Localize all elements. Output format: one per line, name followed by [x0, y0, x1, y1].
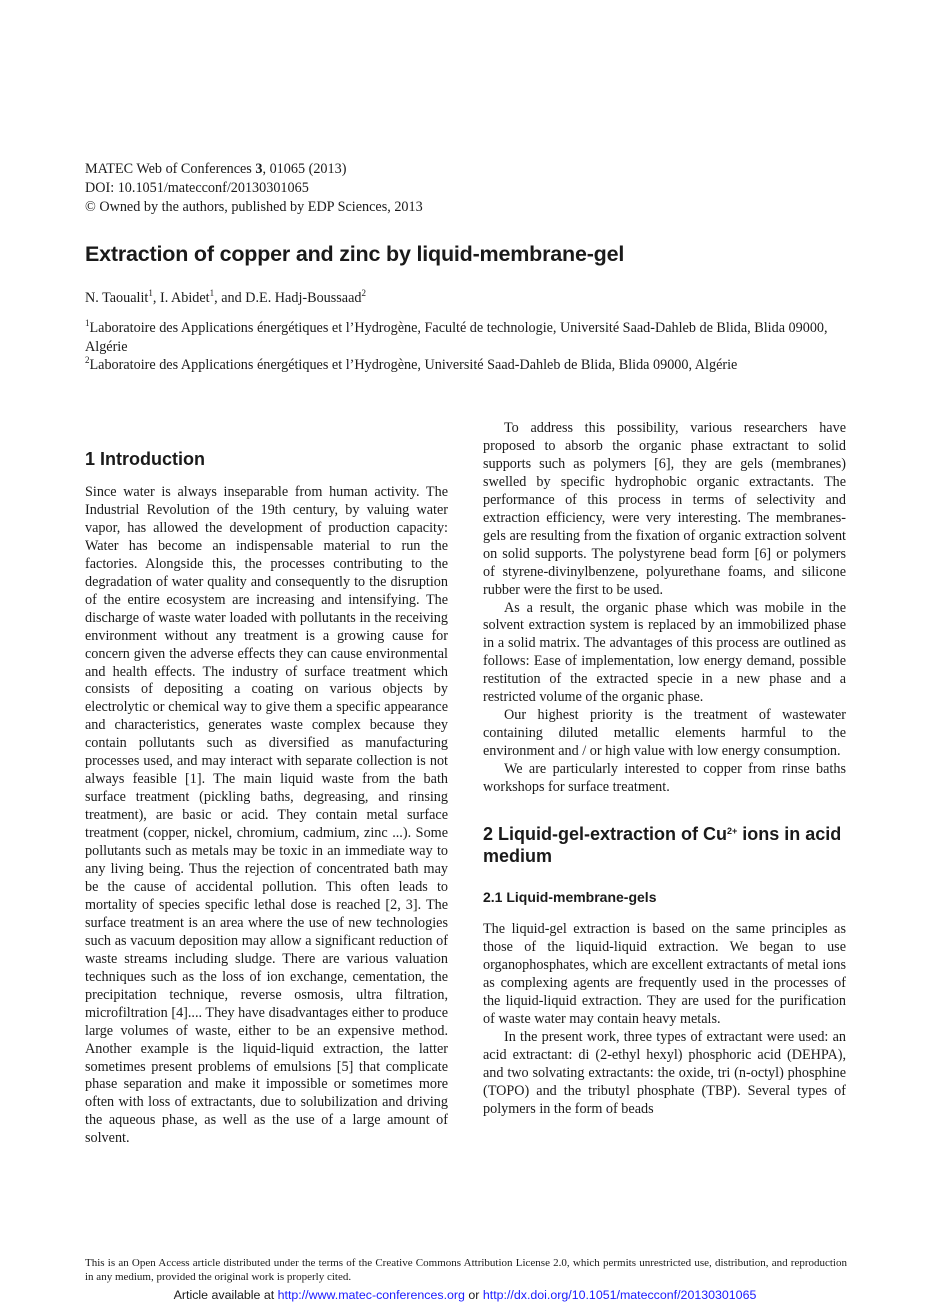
section-2-heading: 2 Liquid-gel-extraction of $Cu^{2+}$ ions in acid medium	[483, 824, 842, 867]
intro-paragraph: Since water is always inseparable from human activity. The Industrial Revolution of the 19th century, by valuing water vapor, has allowed the development of production capacity: Water has become an indispensable material to run the factories. Alongside this, the processes contributing to the degradation of water quality and consequently to the disruption of the entire ecosystem are increasing and intensifying. The discharge of waste water loaded with pollutants in the receiving environment without any treatment is a growing cause for concern given the adverse effects they can cause environmental and health effects. The industry of surface treatment which consists of depositing a coating on various objects by electrolytic or chemical way to give them a specific appearance and characteristics, generates waste complex because they contain pollutants such as diversified as manufacturing processes used, and may interact with separate collection is not always feasible [1]. The main liquid waste from the bath surface treatment (pickling baths, degreasing, and rinsing treatment), are basic or acid. They contain metal surface treatment (copper, nickel, chromium, cadmium, zinc ...). Some pollutants such as metals may be toxic in an immediate way to any living being. Thus the rejection of concentrated bath may be the cause of accidental pollution. This often leads to mortality of species specific lethal dose is reached [2, 3]. The surface treatment is an area where the use of new technologies such as vacuum deposition may allow a significant reduction of waste streams including sludge. There are various valuation techniques such as the loss of ion exchange, cementation, the precipitation technique, reverse osmosis, ultra filtration, microfiltration [4].... They have disadvantages either to produce large volumes of waste, either to be an expensive method. Another example is the liquid-liquid extraction, the latter sometimes present problems of emulsions [5] that complicate phase separation and make it impossible or sometimes more often with loss of extractants, due to solubilization and driving the aqueous phase, as well as the use of a large amount of solvent.	[85, 484, 448, 1147]
right-paragraph-3: Our highest priority is the treatment of wastewater containing diluted metallic elements harmful to the environment and / or high value with low energy consumption.	[483, 707, 846, 760]
right-paragraph-2: As a result, the organic phase which was mobile in the solvent extraction system is replaced by an immobilized phase in a solid matrix. The advantages of this process are outlined as follows: Ease of implementation, low energy demand, possible restitution of the extracted specie in a new phase and a restricted volume of the organic phase.	[483, 599, 846, 706]
affiliations	[85, 319, 845, 375]
right-paragraph-1: To address this possibility, various researchers have proposed to absorb the organic phase extractant to solid supports such as polymers [6], they are gels (membranes) swelled by specific hydrophobic organic extractants. The performance of this process in terms of selectivity and extraction efficiency, were very interesting. The membranes-gels are resulting from the fixation of organic extraction solvent on solid supports. The polystyrene bead form [6] or polymers of styrene-divinylbenzene, polyurethane foams, and silicone rubber were the first to be used.	[483, 420, 846, 598]
section-1-heading: 1 Introduction	[85, 449, 205, 469]
journal-header	[85, 160, 845, 217]
section-2-paragraph-1: The liquid-gel extraction is based on the same principles as those of the liquid-liquid extraction. We began to use organophosphates, which are excellent extractants of metal ions as complexing agents are frequently used in the processes of the liquid-liquid extraction. They are used for the purification of waste water may contain heavy metals.	[483, 920, 846, 1027]
affiliation-2: $^2$Laboratoire des Applications énergétiques et l’Hydrogène, Université Saad-Dahleb de Blida, Blida 09000, Algérie	[85, 355, 738, 373]
doi-link[interactable]: http://dx.doi.org/10.1051/matecconf/20130301065	[482, 1288, 757, 1302]
paper-title: Extraction of copper and zinc by liquid-membrane-gel	[85, 242, 625, 266]
license-note: This is an Open Access article distributed under the terms of the Creative Commons Attribution License 2.0, which permits unrestricted use, distribution, and reproduction in any medium, provided the original work is properly cited.	[85, 1257, 847, 1283]
copyright-line: © Owned by the authors, published by EDP Sciences, 2013	[85, 199, 423, 215]
left-column	[85, 420, 448, 1148]
subsection-2-1-heading: 2.1 Liquid-membrane-gels	[483, 889, 657, 906]
article-availability: Article available at http://www.matec-conferences.org or http://dx.doi.org/10.1051/matecconf/20130301065	[173, 1288, 757, 1302]
journal-doi: DOI: 10.1051/matecconf/20130301065	[85, 180, 309, 196]
section-2-paragraph-2: In the present work, three types of extractant were used: an acid extractant: di (2-ethyl hexyl) phosphoric acid (DEHPA), and two solvating extractants: the oxide, tri (n-octyl) phosphine (TOPO) and the tributyl phosphate (TBP). Several types of polymers in the form of beads	[483, 1028, 846, 1117]
journal-volume: 3	[255, 161, 263, 177]
journal-citation: MATEC Web of Conferences 3, 01065 (2013)	[85, 161, 347, 177]
matec-link[interactable]: http://www.matec-conferences.org	[277, 1288, 465, 1302]
right-paragraph-4: We are particularly interested to copper from rinse baths workshops for surface treatment.	[483, 761, 846, 796]
author-list: N. Taoualit$^1$, I. Abidet$^1$, and D.E. Hadj-Boussaad$^2$	[85, 288, 366, 306]
affiliation-1: $^1$Laboratoire des Applications énergétiques et l’Hydrogène, Faculté de technologie, Université Saad-Dahleb de Blida, Blida 09000, Algérie	[85, 318, 828, 355]
right-column	[483, 420, 846, 1118]
